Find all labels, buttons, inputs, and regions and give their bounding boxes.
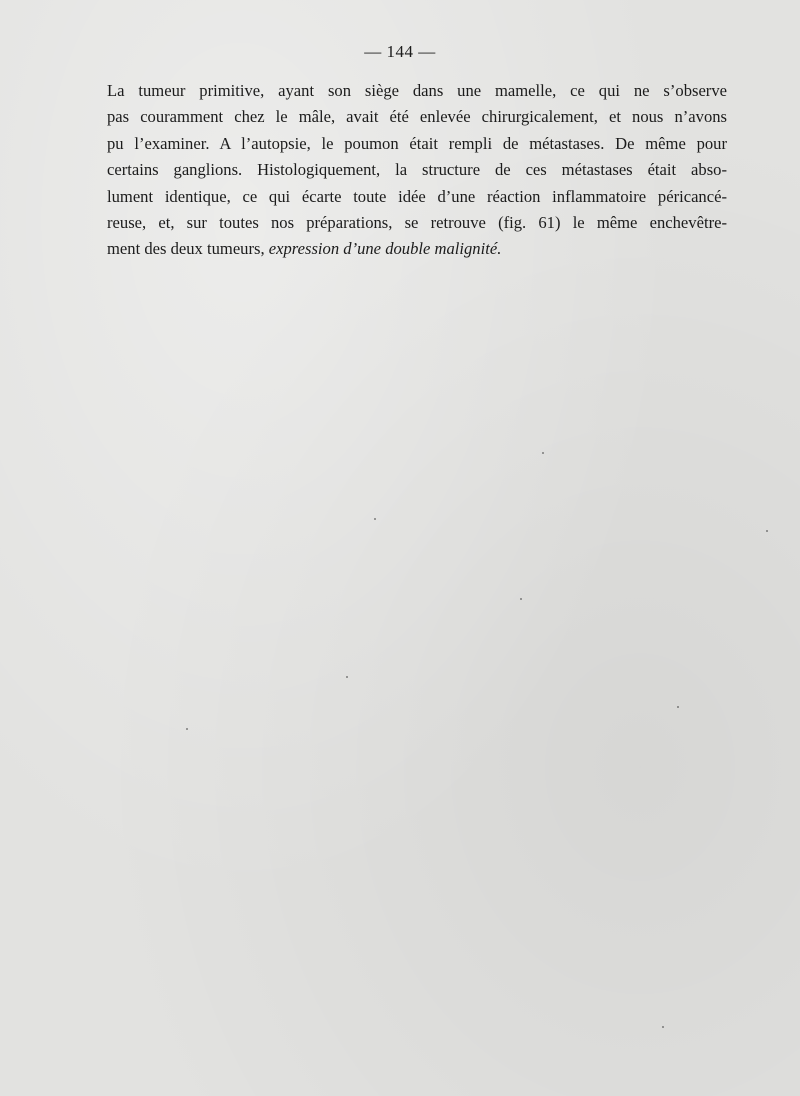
paragraph-line-3: pu l’examiner. A l’autopsie, le poumon était rempli de métastases. De même pour	[107, 133, 727, 153]
paper-speck	[662, 1026, 664, 1028]
paragraph-line-7	[107, 236, 727, 262]
body-paragraph	[107, 78, 727, 263]
paragraph-line-2: pas couramment chez le mâle, avait été enlevée chirurgicalement, et nous n’avons	[107, 107, 727, 127]
paragraph-line-6: reuse, et, sur toutes nos préparations, se retrouve (fig. 61) le même enchevêtre-	[107, 213, 727, 233]
italic-conclusion: expression d’une double malignité.	[268, 239, 502, 259]
paragraph-line-7-text: ment des deux tumeurs,	[107, 239, 269, 259]
paper-speck	[520, 598, 522, 600]
paper-speck	[766, 530, 768, 532]
paper-speck	[186, 728, 188, 730]
paper-speck	[677, 706, 679, 708]
paragraph-line-1: La tumeur primitive, ayant son siège dans une mamelle, ce qui ne s’observe	[107, 81, 727, 100]
paper-speck	[374, 518, 376, 520]
paragraph-line-5: lument identique, ce qui écarte toute idée d’une réaction inflammatoire péricancé-	[107, 186, 727, 206]
paragraph-line-4: certains ganglions. Histologiquement, la structure de ces métastases était abso-	[107, 160, 727, 180]
paper-speck	[542, 452, 544, 454]
page-number: — 144 —	[364, 42, 436, 61]
paper-speck	[346, 676, 348, 678]
